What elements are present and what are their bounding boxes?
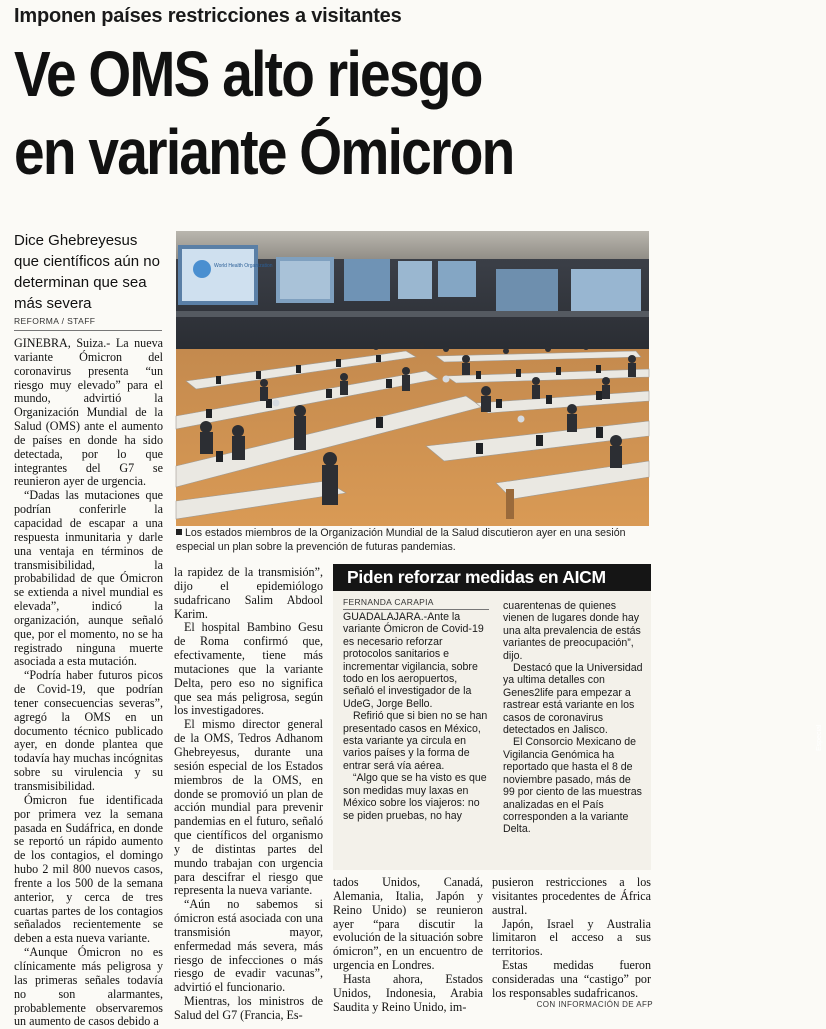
screen-label: World Health Organization [214, 263, 273, 269]
article-text: La nueva variante Ómicron del coronavirus presenta “un riesgo muy elevado” para el mundo, advirtió la Organización Mundial de la Salud (OMS) ante el aumento de países en donde ha sido detectada, por lo que integrantes del G7 se reunieron ayer de urgencia. [14, 336, 163, 489]
caption-bullet-icon [176, 529, 182, 535]
article-paragraph: “Aún no sabemos si ómicron está asociada con una transmisión mayor, enfermedad más severa, más riesgo de infecciones o más riesgo de evadir vacunas”, advirtió el funcionario. [174, 897, 323, 995]
sidebar-title: Piden reforzar medidas en AICM [333, 564, 651, 591]
caption-text: Los estados miembros de la Organización Mundial de la Salud discutieron ayer en una sesión especial un plan sobre la prevención de futuras pandemias. [176, 527, 626, 553]
sidebar-paragraph: Destacó que la Universidad ya ultima detalles con Genes2life para empezar a rastrear está variante en los casos de coronavirus detectados en Jalisco. [503, 662, 643, 737]
headline-line-1: Ve OMS alto riesgo [14, 38, 482, 110]
article-column-4 [492, 876, 651, 1012]
article-column-3 [333, 876, 483, 1012]
article-paragraph: “Podría haber futuros picos de Covid-19, que podrían tener consecuencias severas”, agregó la OMS en un documento técnico publicado ayer, en donde plantea que todavía hay muchas incógnitas sobre su virulencia y su transmisibilidad. [14, 668, 163, 793]
article-paragraph: “Aunque Ómicron no es clínicamente más peligrosa y las primeras señales todavía no son alarmantes, probablemente observaremos un aumento de casos debido a [14, 945, 163, 1029]
article-paragraph: la rapidez de la transmisión”, dijo el epidemiólogo sudafricano Salim Abdool Karim. [174, 565, 323, 621]
headline-line-2: en variante Ómicron [14, 116, 514, 188]
sidebar-paragraph: El Consorcio Mexicano de Vigilancia Genómica ha reportado que hasta el 8 de noviembre pasado, más de 99 por ciento de las muestras analizadas en el País corresponden a la variante Delta. [503, 736, 642, 836]
article-paragraph: Estas medidas fueron consideradas una “castigo” por los responsables sudafricanos. [492, 958, 651, 1000]
article-paragraph: Mientras, los ministros de Salud del G7 (Francia, Es- [174, 994, 323, 1022]
photo-caption [176, 527, 652, 554]
article-paragraph: “Dadas las mutaciones que podrían conferirle la capacidad de escapar a una respuesta inmunitaria y darle una ventaja en términos de transmisibilidad, la probabilidad de que Ómicron se extienda a nivel mundial es elevada”, indicó la organización, aunque señaló que, por el momento, no se ha registrado ninguna muerte asociada a esta mutación. [14, 488, 163, 669]
photo-credit: Especial [816, 724, 823, 751]
article-paragraph: pusieron restricciones a los visitantes procedentes de África austral. [492, 875, 651, 917]
conference-room-illustration [176, 231, 649, 526]
agency-credit: CON INFORMACIÓN DE AFP [536, 1000, 653, 1009]
deck-subheading: Dice Ghebreyesus que científicos aún no determinan que sea más severa [14, 232, 160, 312]
article-paragraph: Ómicron fue identificada por primera vez la semana pasada en Sudáfrica, en donde se reportó un rápido aumento de los contagios, el domingo hubo 2 mil 800 nuevos casos, frente a los 500 de la semana anterior, y cerca de tres cuartas partes de los contagios señalados recientemente se deben a esta nueva variante. [14, 792, 163, 946]
article-paragraph: Hasta ahora, Estados Unidos, Indonesia, Arabia Saudita y Reino Unido, im- [333, 971, 483, 1014]
sidebar-column-right [503, 600, 643, 836]
sidebar-box [333, 564, 651, 870]
article-paragraph: El hospital Bambino Gesu de Roma confirmó que, efectivamente, tiene más mutaciones que la variante Delta, pero eso no significa que sea más peligrosa, según los investigadores. [174, 620, 323, 718]
sidebar-paragraph: Refirió que si bien no se han presentado casos en México, esta variante ya circula en varios países y la forma de entrar será vía aérea. [343, 710, 488, 772]
section-kicker: Imponen países restricciones a visitantes [14, 5, 402, 27]
sidebar-paragraph: cuarentenas de quienes vienen de lugares donde hay una alta prevalencia de estás variantes de preocupación”, dijo. [503, 600, 641, 662]
byline: REFORMA / STAFF [14, 316, 96, 326]
article-column-1 [14, 336, 163, 1029]
article-column-2 [174, 565, 323, 1022]
headline [14, 36, 569, 192]
dateline: GINEBRA, Suiza.- [14, 336, 111, 350]
sidebar-paragraph [343, 611, 489, 710]
article-paragraph: El mismo director general de la OMS, Tedros Adhanom Ghebreyesus, durante una sesión especial de los Estados miembros de la OMS, en donde se promovió un plan de acción mundial para prevenir pandemias en el futuro, señaló que científicos del organismo y de distintas partes del mundo trabajan con urgencia para descifrar el riesgo que representa la nueva variante. [174, 717, 323, 898]
sidebar-paragraph: “Algo que se ha visto es que son medidas muy laxas en México sobre los viajeros: no se piden pruebas, no hay [343, 772, 487, 822]
sidebar-column-left [343, 611, 489, 822]
article-paragraph: Japón, Israel y Australia limitaron el acceso a sus territorios. [492, 916, 651, 959]
sidebar-text: Ante la variante Ómicron de Covid-19 es necesario reforzar protocolos sanitarios e incrementar vigilancia, sobre todo en los aeropuertos, señaló el investigador de la UdeG, Jorge Bello. [343, 611, 484, 710]
sidebar-byline: FERNANDA CARAPIA [343, 597, 489, 610]
article-paragraph: tados Unidos, Canadá, Alemania, Italia, Japón y Reino Unido) se reunieron ayer “para discutir la evolución de la situación sobre ómicron”, en un encuentro de urgencia en Londres. [333, 875, 483, 973]
byline-divider [14, 330, 162, 331]
article-paragraph [14, 337, 163, 489]
sidebar-dateline: GUADALAJARA.- [343, 611, 428, 623]
